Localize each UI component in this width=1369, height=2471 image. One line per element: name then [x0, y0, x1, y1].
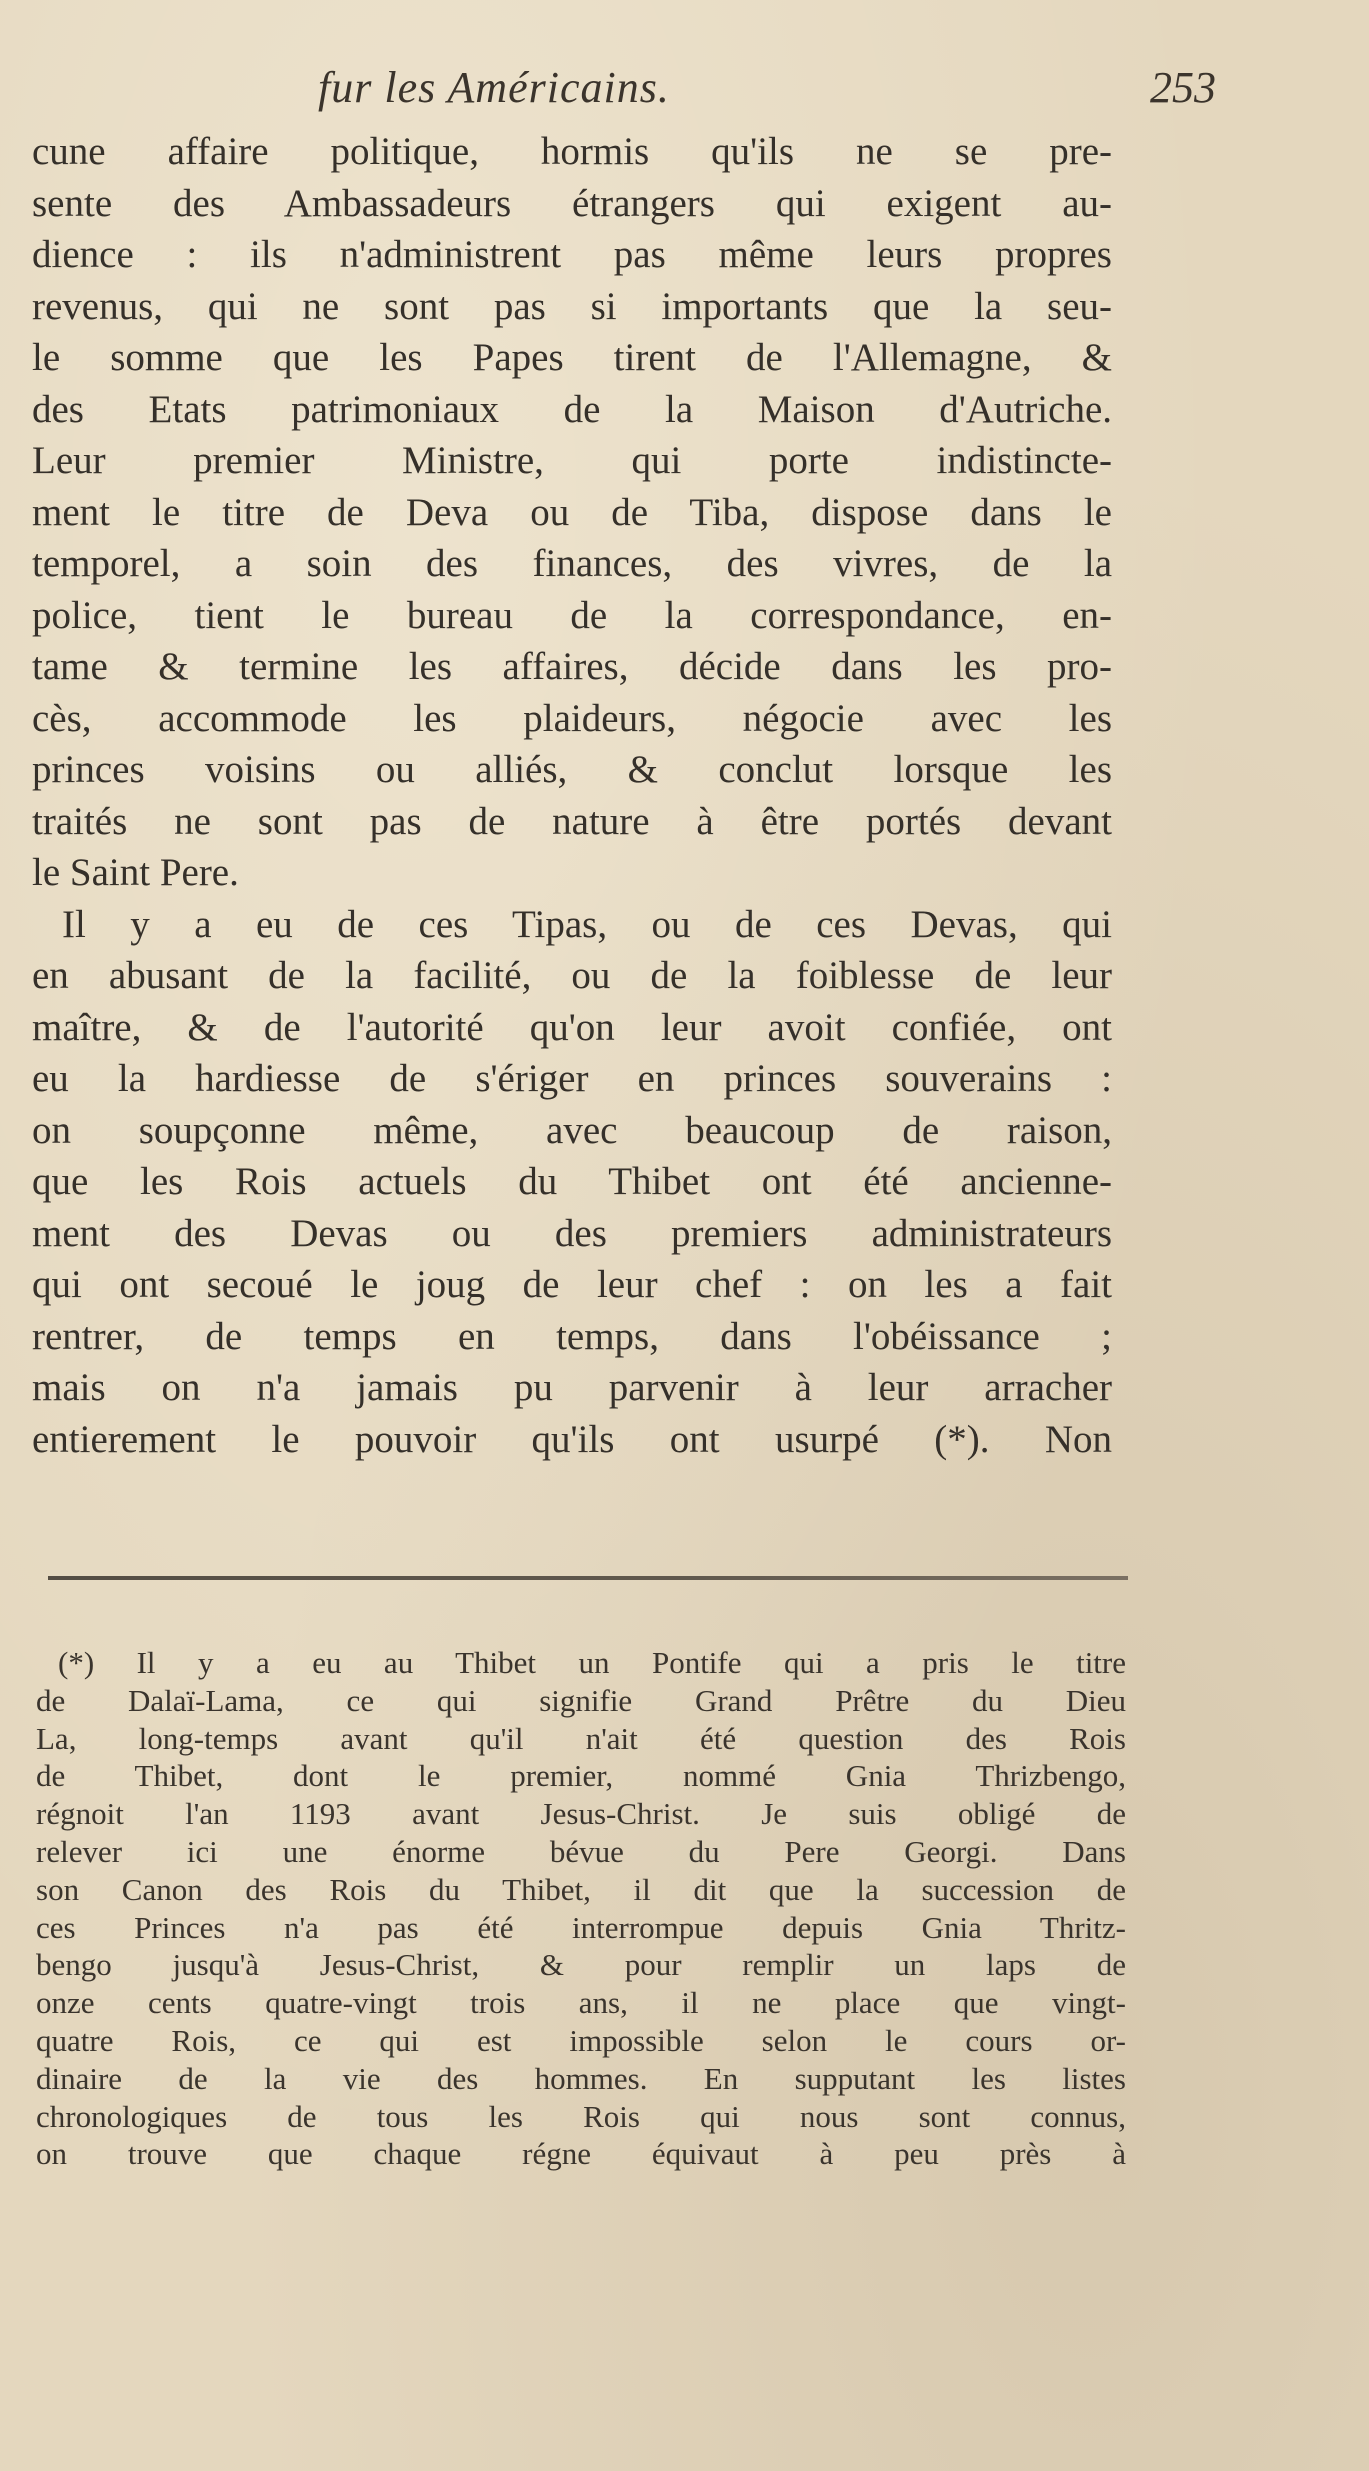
footnote-line: chronologiques de tous les Rois qui nous sont connus, [36, 2098, 1126, 2134]
footnote-block [36, 1644, 1126, 2173]
text-line: revenus, qui ne sont pas si importants que la seu- [32, 284, 1112, 328]
footnote-line: bengo jusqu'à Jesus-Christ, & pour remplir un laps de [36, 1947, 1126, 1983]
text-line: Il y a eu de ces Tipas, ou de ces Devas, qui [62, 902, 1112, 946]
text-line: ment des Devas ou des premiers administrateurs [32, 1211, 1112, 1255]
text-line: cès, accommode les plaideurs, négocie avec les [32, 696, 1112, 740]
footnote-line: on trouve que chaque régne équivaut à peu près à [36, 2136, 1126, 2172]
page-number: 253 [1150, 63, 1216, 112]
footnote-line: relever ici une énorme bévue du Pere Georgi. Dans [36, 1833, 1126, 1869]
text-line: ment le titre de Deva ou de Tiba, dispose dans le [32, 490, 1112, 534]
text-line: rentrer, de temps en temps, dans l'obéissance ; [32, 1314, 1112, 1358]
text-line: dience : ils n'administrent pas même leurs propres [32, 233, 1112, 276]
text-line: maître, & de l'autorité qu'on leur avoit confiée, ont [32, 1005, 1112, 1049]
text-line: tame & termine les affaires, décide dans les pro- [32, 645, 1112, 688]
running-head: fur les Américains. [318, 63, 670, 112]
text-line: le somme que les Papes tirent de l'Allemagne, & [32, 336, 1112, 379]
text-line: entierement le pouvoir qu'ils ont usurpé (*). Non [32, 1417, 1112, 1461]
text-line: le Saint Pere. [32, 851, 239, 894]
footnote-line: son Canon des Rois du Thibet, il dit que la succession de [36, 1871, 1126, 1907]
text-line: Leur premier Ministre, qui porte indistincte- [32, 439, 1112, 482]
text-line: mais on n'a jamais pu parvenir à leur arracher [32, 1366, 1112, 1409]
footnote-line: onze cents quatre-vingt trois ans, il ne place que vingt- [36, 1985, 1126, 2021]
footnote-line: quatre Rois, ce qui est impossible selon le cours or- [36, 2022, 1126, 2058]
text-line: cune affaire politique, hormis qu'ils ne se pre- [32, 130, 1112, 173]
footnote-rule [48, 1576, 1128, 1580]
main-text-block [32, 126, 1112, 1465]
footnote-line: ces Princes n'a pas été interrompue depuis Gnia Thritz- [36, 1909, 1126, 1945]
footnote-line: La, long-temps avant qu'il n'ait été question des Rois [36, 1720, 1126, 1756]
text-line: sente des Ambassadeurs étrangers qui exigent au- [32, 181, 1112, 225]
text-line: eu la hardiesse de s'ériger en princes souverains : [32, 1057, 1112, 1100]
footnote-line: dinaire de la vie des hommes. En supputant les listes [36, 2060, 1126, 2096]
page-header [0, 62, 1369, 120]
footnote-line: régnoit l'an 1193 avant Jesus-Christ. Je suis obligé de [36, 1796, 1126, 1832]
text-line: police, tient le bureau de la correspondance, en- [32, 593, 1112, 637]
text-line: traités ne sont pas de nature à être portés devant [32, 799, 1112, 843]
text-line: que les Rois actuels du Thibet ont été ancienne- [32, 1160, 1112, 1203]
footnote-line: de Dalaï-Lama, ce qui signifie Grand Prêtre du Dieu [36, 1682, 1126, 1718]
text-line: des Etats patrimoniaux de la Maison d'Autriche. [32, 387, 1112, 431]
text-line: temporel, a soin des finances, des vivres, de la [32, 542, 1112, 585]
text-line: princes voisins ou alliés, & conclut lorsque les [32, 748, 1112, 791]
text-line: on soupçonne même, avec beaucoup de raison, [32, 1108, 1112, 1152]
footnote-line: de Thibet, dont le premier, nommé Gnia Thrizbengo, [36, 1758, 1126, 1794]
text-line: qui ont secoué le joug de leur chef : on les a fait [32, 1263, 1112, 1306]
text-line: en abusant de la facilité, ou de la foiblesse de leur [32, 954, 1112, 997]
footnote-line: (*) Il y a eu au Thibet un Pontife qui a pris le titre [58, 1645, 1126, 1680]
